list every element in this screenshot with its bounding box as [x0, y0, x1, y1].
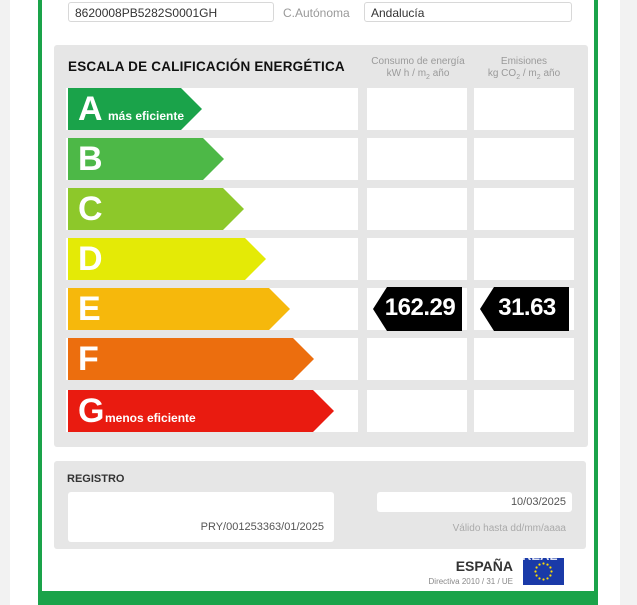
rating-bar-c: [68, 188, 244, 230]
energy-cell-a: [367, 88, 467, 130]
directive-label: Directiva 2010 / 31 / UE: [428, 577, 513, 586]
energy-unit-a: kW h / m: [386, 68, 427, 79]
registry-title: REGISTRO: [67, 473, 125, 485]
emissions-unit-c: año: [540, 68, 561, 79]
registry-date: 10/03/2025: [510, 496, 566, 508]
scale-title: ESCALA DE CALIFICACIÓN ENERGÉTICA: [68, 59, 345, 74]
emissions-unit-b: / m: [520, 68, 537, 79]
rating-bar-b: [68, 138, 224, 180]
rating-letter-g: G: [78, 392, 105, 430]
country-label: ESPAÑA: [455, 558, 513, 574]
energy-cell-c: [367, 188, 467, 230]
emissions-cell-c: [474, 188, 574, 230]
emissions-cell-b: [474, 138, 574, 180]
region-field: [364, 2, 572, 22]
emissions-unit-sub2: 2: [536, 74, 541, 81]
energy-unit-b: año: [429, 68, 450, 79]
rating-letter-d: D: [78, 240, 103, 278]
rating-bar-f: [68, 338, 314, 380]
rating-sublabel-g: menos eficiente: [105, 411, 196, 425]
cadastral-ref-value: 8620008PB5282S0001GH: [75, 6, 218, 20]
emissions-column-header: [469, 56, 579, 84]
energy-cell-g: [367, 390, 467, 432]
energy-header-line1: Consumo de energía: [371, 56, 465, 67]
rating-letter-a: A: [78, 90, 103, 128]
cadastral-ref-field: [68, 2, 274, 22]
energy-badge: [373, 287, 462, 331]
rating-letter-b: B: [78, 140, 103, 178]
energy-unit-sub: 2: [426, 74, 430, 81]
valid-until-label: Válido hasta dd/mm/aaaa: [452, 523, 566, 534]
rating-bar-g: [68, 390, 334, 432]
energy-cell-b: [367, 138, 467, 180]
region-value: Andalucía: [371, 6, 425, 20]
rating-bar-a: [68, 88, 202, 130]
region-label: C.Autónoma: [283, 6, 350, 20]
rating-letter-c: C: [78, 190, 103, 228]
emissions-header-line2: [469, 68, 579, 84]
energy-column-header: [363, 56, 473, 84]
registry-number-field: [68, 492, 334, 542]
energy-header-line2: [363, 68, 473, 84]
emissions-cell-a: [474, 88, 574, 130]
emissions-unit-a: kg CO: [487, 68, 517, 79]
rating-sublabel-a: más eficiente: [108, 109, 185, 123]
emissions-badge-value: 31.63: [498, 294, 556, 321]
registry-number: PRY/001253363/01/2025: [200, 521, 324, 533]
rating-bar-d: [68, 238, 266, 280]
emissions-cell-f: [474, 338, 574, 380]
emissions-header-line1: Emisiones: [500, 56, 548, 67]
rating-letter-e: E: [78, 290, 101, 328]
watermark-text: REAL: [522, 548, 558, 563]
energy-cell-d: [367, 238, 467, 280]
rating-bar-e: [68, 288, 290, 330]
emissions-badge: [480, 287, 569, 331]
emissions-cell-d: [474, 238, 574, 280]
emissions-unit-sub1: 2: [516, 74, 521, 81]
energy-badge-value: 162.29: [384, 294, 456, 321]
rating-letter-f: F: [78, 340, 99, 378]
emissions-cell-g: [474, 390, 574, 432]
energy-cell-f: [367, 338, 467, 380]
